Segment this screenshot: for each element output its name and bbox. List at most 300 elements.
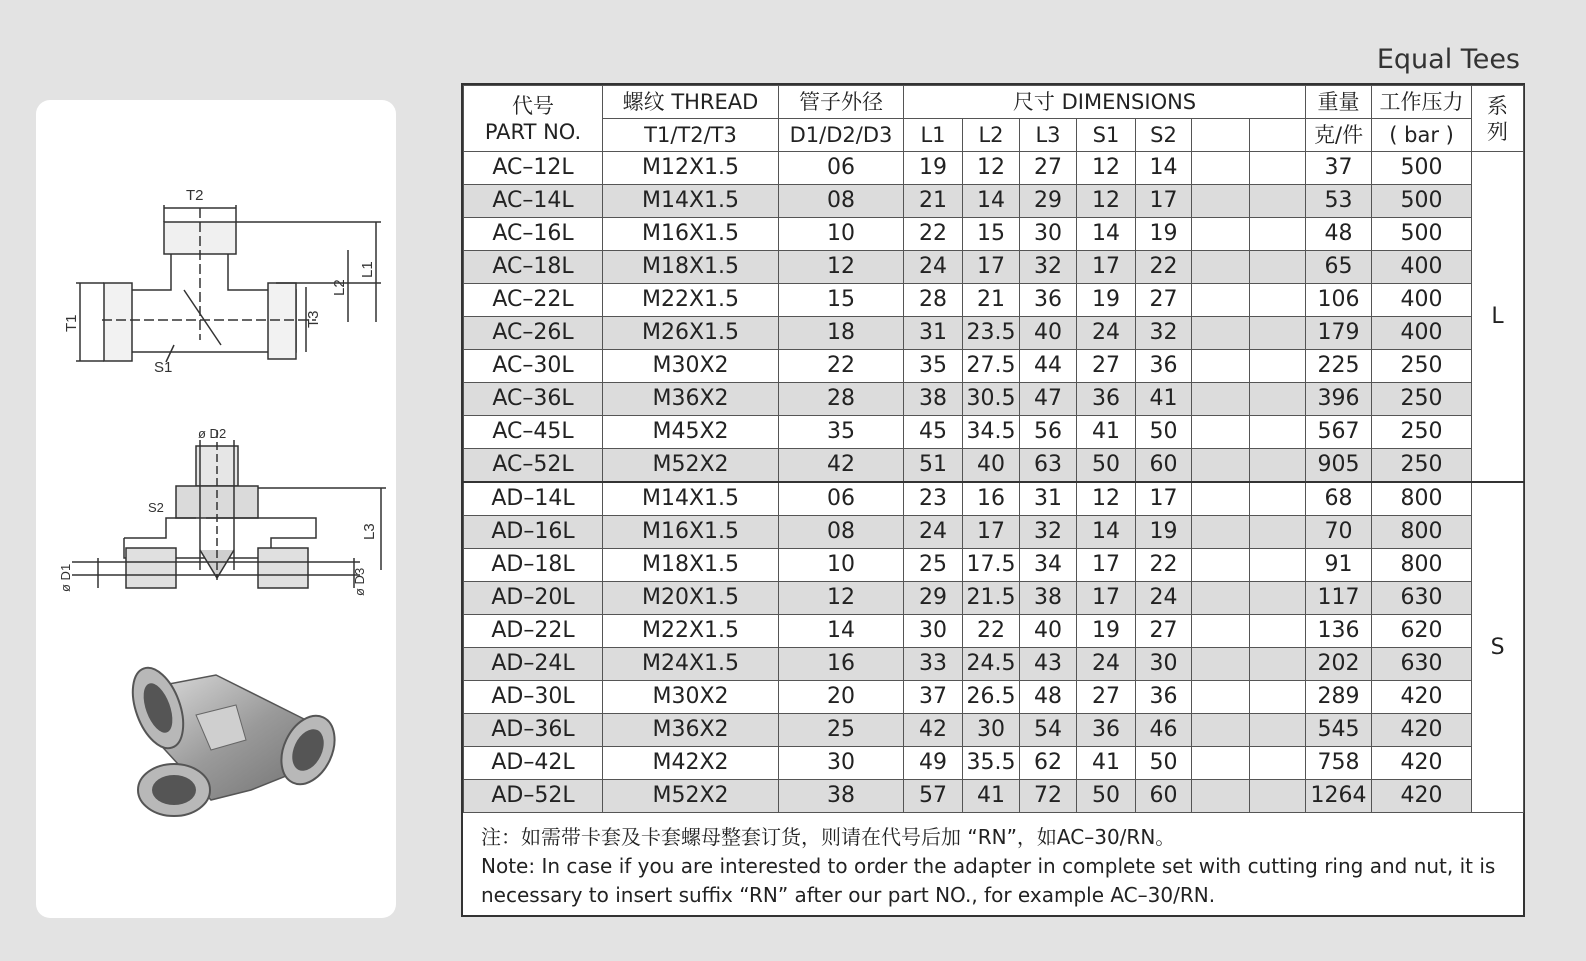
- cell-pressure: 250: [1372, 449, 1472, 483]
- table-row: [464, 317, 1524, 350]
- cell-l1: 33: [904, 648, 963, 681]
- cell-pressure: 800: [1372, 482, 1472, 516]
- cell-blank: [1192, 516, 1250, 549]
- cell-blank: [1192, 714, 1250, 747]
- cell-part: AC–22L: [464, 284, 603, 317]
- technical-drawings: [36, 100, 396, 918]
- table-row: [464, 747, 1524, 780]
- table-row: [464, 780, 1524, 813]
- cell-thread: M52X2: [603, 780, 779, 813]
- cell-thread: M12X1.5: [603, 152, 779, 185]
- cell-od: 06: [779, 152, 904, 185]
- cell-l1: 30: [904, 615, 963, 648]
- cell-od: 20: [779, 681, 904, 714]
- cell-part: AC–52L: [464, 449, 603, 483]
- cell-l1: 45: [904, 416, 963, 449]
- cell-weight: 136: [1306, 615, 1372, 648]
- cell-blank: [1250, 549, 1306, 582]
- cell-s2: 46: [1136, 714, 1192, 747]
- cell-blank: [1250, 350, 1306, 383]
- cell-weight: 225: [1306, 350, 1372, 383]
- cell-blank: [1250, 780, 1306, 813]
- cell-thread: M18X1.5: [603, 251, 779, 284]
- cell-l3: 62: [1020, 747, 1077, 780]
- cell-blank: [1250, 449, 1306, 483]
- spec-table: [463, 85, 1524, 813]
- cell-blank: [1192, 218, 1250, 251]
- cell-s2: 60: [1136, 780, 1192, 813]
- cell-part: AD–36L: [464, 714, 603, 747]
- cell-l2: 12: [963, 152, 1020, 185]
- cell-blank: [1192, 284, 1250, 317]
- cell-part: AD–20L: [464, 582, 603, 615]
- cell-weight: 70: [1306, 516, 1372, 549]
- cell-s1: 36: [1077, 383, 1136, 416]
- cell-part: AD–16L: [464, 516, 603, 549]
- table-row: [464, 681, 1524, 714]
- cell-s2: 27: [1136, 615, 1192, 648]
- cell-l3: 43: [1020, 648, 1077, 681]
- table-row: [464, 482, 1524, 516]
- cell-part: AC–18L: [464, 251, 603, 284]
- label-l2: L2: [331, 279, 348, 296]
- cell-thread: M36X2: [603, 383, 779, 416]
- tee-section-view: [72, 430, 386, 588]
- cell-thread: M52X2: [603, 449, 779, 483]
- cell-thread: M14X1.5: [603, 185, 779, 218]
- cell-od: 30: [779, 747, 904, 780]
- spec-table-body: [464, 86, 1524, 813]
- table-row: [464, 218, 1524, 251]
- cell-thread: M14X1.5: [603, 482, 779, 516]
- header-pressure: 工作压力: [1372, 86, 1472, 119]
- cell-s1: 12: [1077, 152, 1136, 185]
- cell-s2: 17: [1136, 185, 1192, 218]
- cell-blank: [1192, 251, 1250, 284]
- cell-od: 28: [779, 383, 904, 416]
- cell-pressure: 400: [1372, 284, 1472, 317]
- label-t2: T2: [186, 187, 204, 204]
- cell-part: AC–36L: [464, 383, 603, 416]
- cell-part: AC–45L: [464, 416, 603, 449]
- cell-part: AD–42L: [464, 747, 603, 780]
- cell-s1: 19: [1077, 284, 1136, 317]
- cell-s2: 50: [1136, 747, 1192, 780]
- table-row: [464, 648, 1524, 681]
- table-row: [464, 549, 1524, 582]
- label-s1: S1: [154, 359, 173, 376]
- cell-l1: 42: [904, 714, 963, 747]
- label-t3: T3: [305, 310, 322, 328]
- cell-pressure: 800: [1372, 549, 1472, 582]
- cell-blank: [1192, 416, 1250, 449]
- cell-blank: [1250, 582, 1306, 615]
- cell-l1: 29: [904, 582, 963, 615]
- cell-thread: M22X1.5: [603, 615, 779, 648]
- cell-weight: 48: [1306, 218, 1372, 251]
- label-d3: ø D3: [352, 567, 367, 596]
- cell-s1: 14: [1077, 516, 1136, 549]
- cell-l3: 44: [1020, 350, 1077, 383]
- cell-od: 25: [779, 714, 904, 747]
- cell-weight: 65: [1306, 251, 1372, 284]
- cell-weight: 106: [1306, 284, 1372, 317]
- cell-blank: [1192, 383, 1250, 416]
- cell-blank: [1192, 482, 1250, 516]
- header-blank-1: [1192, 119, 1250, 152]
- header-weight-unit: 克/件: [1306, 119, 1372, 152]
- cell-s1: 17: [1077, 549, 1136, 582]
- cell-s2: 22: [1136, 251, 1192, 284]
- cell-l2: 23.5: [963, 317, 1020, 350]
- cell-l3: 38: [1020, 582, 1077, 615]
- cell-part: AD–30L: [464, 681, 603, 714]
- cell-l3: 36: [1020, 284, 1077, 317]
- header-pressure-unit: ( bar ): [1372, 119, 1472, 152]
- cell-l2: 27.5: [963, 350, 1020, 383]
- cell-pressure: 420: [1372, 747, 1472, 780]
- table-row: [464, 449, 1524, 483]
- label-t1: T1: [63, 314, 80, 332]
- table-row: [464, 185, 1524, 218]
- cell-l2: 34.5: [963, 416, 1020, 449]
- cell-s2: 27: [1136, 284, 1192, 317]
- cell-l3: 29: [1020, 185, 1077, 218]
- cell-thread: M22X1.5: [603, 284, 779, 317]
- cell-l3: 30: [1020, 218, 1077, 251]
- cell-weight: 179: [1306, 317, 1372, 350]
- cell-s1: 50: [1077, 449, 1136, 483]
- cell-s2: 17: [1136, 482, 1192, 516]
- cell-s2: 36: [1136, 350, 1192, 383]
- cell-pressure: 420: [1372, 681, 1472, 714]
- cell-s2: 19: [1136, 516, 1192, 549]
- cell-part: AC–30L: [464, 350, 603, 383]
- cell-s1: 41: [1077, 747, 1136, 780]
- cell-blank: [1192, 615, 1250, 648]
- cell-weight: 905: [1306, 449, 1372, 483]
- cell-l3: 40: [1020, 317, 1077, 350]
- table-row: [464, 350, 1524, 383]
- cell-blank: [1192, 648, 1250, 681]
- header-blank-2: [1250, 119, 1306, 152]
- cell-l1: 24: [904, 251, 963, 284]
- cell-thread: M36X2: [603, 714, 779, 747]
- cell-blank: [1192, 549, 1250, 582]
- cell-thread: M18X1.5: [603, 549, 779, 582]
- cell-blank: [1192, 317, 1250, 350]
- table-row: [464, 152, 1524, 185]
- cell-blank: [1250, 251, 1306, 284]
- cell-l2: 21.5: [963, 582, 1020, 615]
- header-l1: L1: [904, 119, 963, 152]
- cell-s1: 36: [1077, 714, 1136, 747]
- cell-weight: 117: [1306, 582, 1372, 615]
- header-l3: L3: [1020, 119, 1077, 152]
- cell-blank: [1250, 218, 1306, 251]
- cell-l1: 38: [904, 383, 963, 416]
- cell-l3: 31: [1020, 482, 1077, 516]
- cell-s2: 19: [1136, 218, 1192, 251]
- cell-l3: 72: [1020, 780, 1077, 813]
- cell-pressure: 500: [1372, 218, 1472, 251]
- series-s: S: [1472, 482, 1524, 813]
- cell-thread: M42X2: [603, 747, 779, 780]
- cell-l3: 48: [1020, 681, 1077, 714]
- cell-s1: 24: [1077, 317, 1136, 350]
- cell-s1: 24: [1077, 648, 1136, 681]
- cell-l2: 30.5: [963, 383, 1020, 416]
- cell-od: 22: [779, 350, 904, 383]
- cell-s2: 50: [1136, 416, 1192, 449]
- cell-od: 14: [779, 615, 904, 648]
- header-weight: 重量: [1306, 86, 1372, 119]
- cell-od: 15: [779, 284, 904, 317]
- cell-l3: 32: [1020, 251, 1077, 284]
- cell-s2: 14: [1136, 152, 1192, 185]
- cell-pressure: 400: [1372, 251, 1472, 284]
- cell-weight: 202: [1306, 648, 1372, 681]
- cell-od: 10: [779, 218, 904, 251]
- cell-blank: [1250, 185, 1306, 218]
- cell-l3: 27: [1020, 152, 1077, 185]
- cell-pressure: 500: [1372, 185, 1472, 218]
- cell-blank: [1250, 747, 1306, 780]
- cell-blank: [1192, 780, 1250, 813]
- cell-s1: 41: [1077, 416, 1136, 449]
- cell-blank: [1250, 714, 1306, 747]
- cell-l1: 22: [904, 218, 963, 251]
- cell-thread: M30X2: [603, 681, 779, 714]
- cell-l1: 25: [904, 549, 963, 582]
- cell-l1: 21: [904, 185, 963, 218]
- cell-l1: 31: [904, 317, 963, 350]
- cell-pressure: 630: [1372, 582, 1472, 615]
- cell-blank: [1250, 516, 1306, 549]
- cell-s1: 17: [1077, 582, 1136, 615]
- cell-l2: 14: [963, 185, 1020, 218]
- cell-part: AC–16L: [464, 218, 603, 251]
- cell-pressure: 250: [1372, 383, 1472, 416]
- cell-od: 38: [779, 780, 904, 813]
- cell-blank: [1250, 615, 1306, 648]
- cell-s2: 30: [1136, 648, 1192, 681]
- note-en-line1: Note: In case if you are interested to order the adapter in complete set with cutting ring and nut, it is: [481, 854, 1496, 878]
- header-series-text: 系列: [1487, 93, 1509, 144]
- cell-l1: 57: [904, 780, 963, 813]
- cell-blank: [1250, 681, 1306, 714]
- cell-od: 35: [779, 416, 904, 449]
- cell-blank: [1250, 482, 1306, 516]
- cell-weight: 567: [1306, 416, 1372, 449]
- cell-blank: [1192, 681, 1250, 714]
- tee-product-photo: [123, 661, 345, 816]
- cell-blank: [1250, 416, 1306, 449]
- cell-part: AD–18L: [464, 549, 603, 582]
- cell-blank: [1192, 449, 1250, 483]
- notes: [481, 823, 1521, 910]
- cell-l2: 35.5: [963, 747, 1020, 780]
- cell-l1: 35: [904, 350, 963, 383]
- cell-l2: 17: [963, 251, 1020, 284]
- cell-s1: 17: [1077, 251, 1136, 284]
- cell-l1: 37: [904, 681, 963, 714]
- cell-weight: 289: [1306, 681, 1372, 714]
- cell-blank: [1250, 648, 1306, 681]
- cell-pressure: 400: [1372, 317, 1472, 350]
- cell-s2: 60: [1136, 449, 1192, 483]
- note-en-line2: necessary to insert suffix “RN” after our part NO., for example AC–30/RN.: [481, 883, 1216, 907]
- table-row: [464, 251, 1524, 284]
- cell-l2: 17: [963, 516, 1020, 549]
- cell-l1: 28: [904, 284, 963, 317]
- header-dimensions: 尺寸 DIMENSIONS: [904, 86, 1306, 119]
- cell-od: 12: [779, 251, 904, 284]
- table-row: [464, 416, 1524, 449]
- cell-s2: 36: [1136, 681, 1192, 714]
- cell-part: AC–14L: [464, 185, 603, 218]
- cell-pressure: 800: [1372, 516, 1472, 549]
- cell-od: 42: [779, 449, 904, 483]
- label-d1: ø D1: [58, 563, 73, 592]
- header-s1: S1: [1077, 119, 1136, 152]
- cell-l2: 17.5: [963, 549, 1020, 582]
- cell-od: 06: [779, 482, 904, 516]
- header-series: [1472, 86, 1524, 152]
- cell-l2: 30: [963, 714, 1020, 747]
- drawing-panel: [36, 100, 396, 918]
- cell-weight: 91: [1306, 549, 1372, 582]
- cell-part: AD–52L: [464, 780, 603, 813]
- cell-l2: 15: [963, 218, 1020, 251]
- header-tube-od-sub: D1/D2/D3: [779, 119, 904, 152]
- cell-blank: [1192, 185, 1250, 218]
- cell-pressure: 420: [1372, 714, 1472, 747]
- cell-weight: 396: [1306, 383, 1372, 416]
- cell-l2: 21: [963, 284, 1020, 317]
- label-l3: L3: [361, 523, 378, 540]
- cell-l1: 19: [904, 152, 963, 185]
- table-row: [464, 383, 1524, 416]
- header-s2: S2: [1136, 119, 1192, 152]
- header-part-no: [464, 86, 603, 152]
- cell-l2: 26.5: [963, 681, 1020, 714]
- cell-l2: 41: [963, 780, 1020, 813]
- header-tube-od: 管子外径: [779, 86, 904, 119]
- header-thread-sub: T1/T2/T3: [603, 119, 779, 152]
- cell-od: 12: [779, 582, 904, 615]
- spec-table-frame: [461, 83, 1525, 917]
- cell-s1: 27: [1077, 681, 1136, 714]
- cell-weight: 68: [1306, 482, 1372, 516]
- cell-blank: [1192, 350, 1250, 383]
- cell-blank: [1250, 284, 1306, 317]
- cell-l3: 54: [1020, 714, 1077, 747]
- cell-pressure: 500: [1372, 152, 1472, 185]
- cell-l3: 47: [1020, 383, 1077, 416]
- cell-weight: 37: [1306, 152, 1372, 185]
- cell-pressure: 620: [1372, 615, 1472, 648]
- cell-blank: [1192, 152, 1250, 185]
- cell-l3: 63: [1020, 449, 1077, 483]
- table-row: [464, 284, 1524, 317]
- cell-l2: 22: [963, 615, 1020, 648]
- cell-s1: 12: [1077, 185, 1136, 218]
- label-s2: S2: [148, 500, 164, 515]
- cell-l2: 40: [963, 449, 1020, 483]
- cell-s1: 19: [1077, 615, 1136, 648]
- cell-pressure: 630: [1372, 648, 1472, 681]
- header-l2: L2: [963, 119, 1020, 152]
- header-part-cn: 代号: [512, 93, 554, 118]
- header-part-en: PART NO.: [484, 119, 582, 144]
- cell-weight: 758: [1306, 747, 1372, 780]
- cell-part: AD–24L: [464, 648, 603, 681]
- cell-blank: [1250, 317, 1306, 350]
- cell-weight: 53: [1306, 185, 1372, 218]
- cell-blank: [1192, 582, 1250, 615]
- cell-blank: [1250, 383, 1306, 416]
- cell-s1: 12: [1077, 482, 1136, 516]
- cell-weight: 1264: [1306, 780, 1372, 813]
- cell-s1: 50: [1077, 780, 1136, 813]
- cell-l1: 49: [904, 747, 963, 780]
- page-title: Equal Tees: [1376, 44, 1520, 75]
- cell-od: 10: [779, 549, 904, 582]
- cell-od: 18: [779, 317, 904, 350]
- cell-pressure: 250: [1372, 416, 1472, 449]
- cell-part: AD–14L: [464, 482, 603, 516]
- cell-od: 08: [779, 516, 904, 549]
- cell-l2: 16: [963, 482, 1020, 516]
- series-l: L: [1472, 152, 1524, 483]
- cell-thread: M16X1.5: [603, 218, 779, 251]
- note-cn: 注：如需带卡套及卡套螺母整套订货，则请在代号后加 “RN”，如AC–30/RN。: [481, 825, 1176, 849]
- cell-l1: 23: [904, 482, 963, 516]
- table-row: [464, 714, 1524, 747]
- cell-thread: M30X2: [603, 350, 779, 383]
- cell-s1: 14: [1077, 218, 1136, 251]
- table-row: [464, 582, 1524, 615]
- table-row: [464, 516, 1524, 549]
- cell-s2: 24: [1136, 582, 1192, 615]
- cell-l3: 32: [1020, 516, 1077, 549]
- cell-thread: M16X1.5: [603, 516, 779, 549]
- cell-od: 08: [779, 185, 904, 218]
- cell-thread: M24X1.5: [603, 648, 779, 681]
- cell-part: AC–26L: [464, 317, 603, 350]
- cell-s1: 27: [1077, 350, 1136, 383]
- cell-pressure: 420: [1372, 780, 1472, 813]
- cell-l1: 51: [904, 449, 963, 483]
- cell-part: AD–22L: [464, 615, 603, 648]
- cell-blank: [1250, 152, 1306, 185]
- cell-l2: 24.5: [963, 648, 1020, 681]
- table-row: [464, 615, 1524, 648]
- cell-s2: 41: [1136, 383, 1192, 416]
- cell-od: 16: [779, 648, 904, 681]
- cell-l3: 56: [1020, 416, 1077, 449]
- cell-s2: 32: [1136, 317, 1192, 350]
- cell-thread: M20X1.5: [603, 582, 779, 615]
- cell-thread: M26X1.5: [603, 317, 779, 350]
- cell-s2: 22: [1136, 549, 1192, 582]
- cell-l1: 24: [904, 516, 963, 549]
- header-thread: 螺纹 THREAD: [603, 86, 779, 119]
- label-l1: L1: [359, 261, 376, 278]
- cell-thread: M45X2: [603, 416, 779, 449]
- cell-l3: 40: [1020, 615, 1077, 648]
